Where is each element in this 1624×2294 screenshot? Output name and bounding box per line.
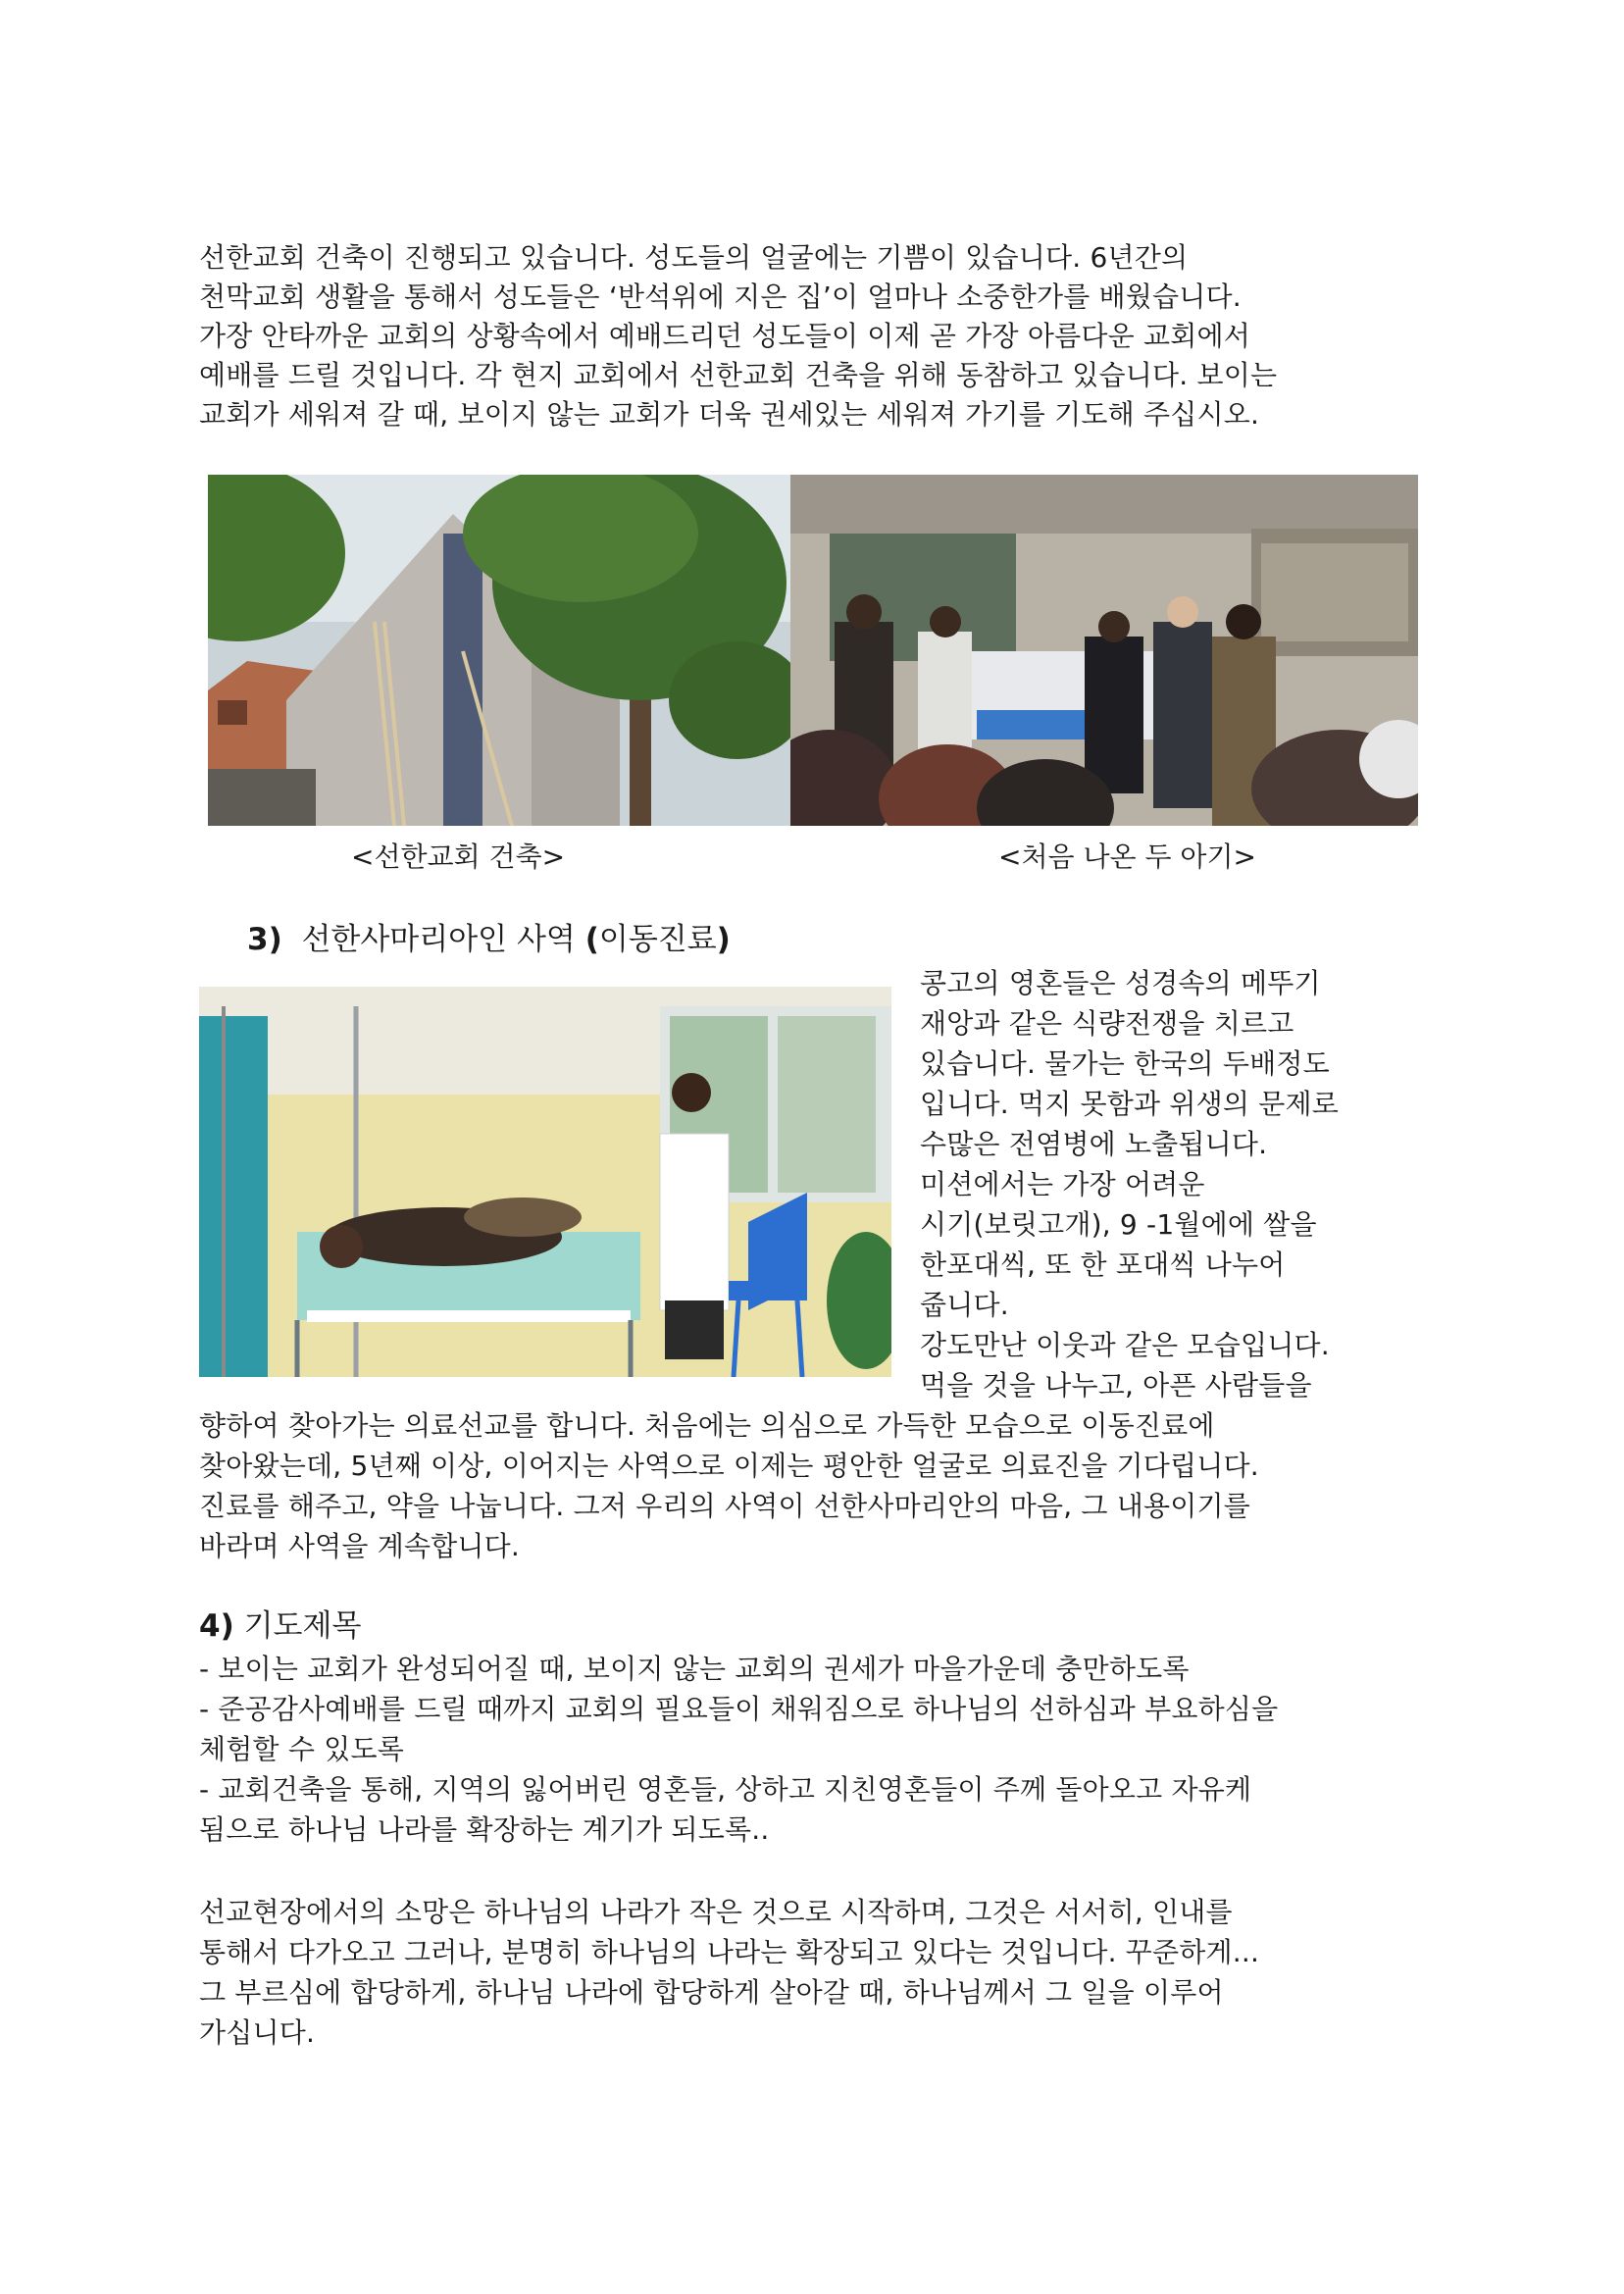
section3-side-line: 있습니다. 물가는 한국의 두배정도 [920, 1047, 1330, 1080]
section3-subtitle: 이동진료 [598, 922, 717, 957]
intro-line: 선한교회 건축이 진행되고 있습니다. 성도들의 얼굴에는 기쁨이 있습니다. 6년간의 [199, 241, 1189, 274]
section3-heading [247, 919, 731, 960]
section3-side-line: 줍니다. [920, 1289, 1009, 1321]
prayer-item: - 준공감사예배를 드릴 때까지 교회의 필요들이 채워짐으로 하나님의 선하심과 부요하심을 [199, 1693, 1279, 1725]
prayer-item: 됨으로 하나님 나라를 확장하는 계기가 되도록.. [199, 1813, 770, 1846]
babies-photo-caption: <처음 나온 두 아기> [998, 841, 1256, 873]
closing-line: 통해서 다가오고 그러나, 분명히 하나님의 나라는 확장되고 있다는 것입니다. 꾸준하게... [199, 1936, 1260, 1968]
church-construction-photo [208, 475, 790, 826]
closing-line: 가십니다. [199, 2016, 316, 2049]
intro-line: 가장 안타까운 교회의 상황속에서 예배드리던 성도들이 이제 곧 가장 아름다운 교회에서 [199, 320, 1250, 352]
section3-paren-open: ( [584, 922, 599, 957]
mobile-clinic-photo [199, 987, 891, 1377]
prayer-item: 체험할 수 있도록 [199, 1733, 404, 1765]
intro-line: 예배를 드릴 것입니다. 각 현지 교회에서 선한교회 건축을 위해 동참하고 있습니다. 보이는 [199, 359, 1278, 391]
section3-side-line: 입니다. 먹지 못함과 위생의 문제로 [920, 1088, 1339, 1120]
section3-line: 진료를 해주고, 약을 나눕니다. 그저 우리의 사역이 선한사마리안의 마음, 그 내용이기를 [199, 1490, 1250, 1522]
prayer-item: - 보이는 교회가 완성되어질 때, 보이지 않는 교회의 권세가 마을가운데 충만하도록 [199, 1653, 1190, 1685]
section3-line: 향하여 찾아가는 의료선교를 합니다. 처음에는 의심으로 가득한 모습으로 이동진료에 [199, 1409, 1215, 1442]
section4-title: 기도제목 [233, 1608, 362, 1644]
section3-side-line: 재앙과 같은 식량전쟁을 치르고 [920, 1007, 1294, 1040]
section3-line: 바라며 사역을 계속합니다. [199, 1530, 521, 1562]
church-photo-caption: <선한교회 건축> [351, 841, 566, 873]
section3-side-line: 먹을 것을 나누고, 아픈 사람들을 [920, 1369, 1312, 1402]
section3-line: 찾아왔는데, 5년째 이상, 이어지는 사역으로 이제는 평안한 얼굴로 의료진을 기다립니다. [199, 1450, 1259, 1482]
section3-number: 3) [247, 922, 282, 957]
closing-line: 그 부르심에 합당하게, 하나님 나라에 합당하게 살아갈 때, 하나님께서 그 일을 이루어 [199, 1976, 1224, 2009]
service-babies-photo [790, 475, 1418, 826]
closing-line: 선교현장에서의 소망은 하나님의 나라가 작은 것으로 시작하며, 그것은 서서히, 인내를 [199, 1896, 1233, 1928]
section3-paren-close: ) [716, 922, 731, 957]
section3-side-line: 수많은 전염병에 노출됩니다. [920, 1128, 1268, 1160]
intro-line: 천막교회 생활을 통해서 성도들은 ‘반석위에 지은 집’이 얼마나 소중한가를 배웠습니다. [199, 280, 1242, 313]
section3-side-line: 강도만난 이웃과 같은 모습입니다. [920, 1329, 1330, 1361]
section3-side-line: 시기(보릿고개), 9 -1월에에 쌀을 [920, 1208, 1317, 1241]
intro-line: 교회가 세워져 갈 때, 보이지 않는 교회가 더욱 권세있는 세워져 가기를 기도해 주십시오. [199, 398, 1260, 431]
section4-number: 4) [199, 1608, 234, 1644]
section3-side-line: 콩고의 영혼들은 성경속의 메뚜기 [920, 967, 1321, 999]
prayer-item: - 교회건축을 통해, 지역의 잃어버린 영혼들, 상하고 지친영혼들이 주께 돌아오고 자유케 [199, 1773, 1252, 1806]
section3-title: 선한사마리아인 사역 [301, 922, 585, 957]
section4-heading [199, 1606, 361, 1647]
section3-side-line: 한포대씩, 또 한 포대씩 나누어 [920, 1249, 1286, 1281]
section3-side-line: 미션에서는 가장 어려운 [920, 1168, 1205, 1200]
